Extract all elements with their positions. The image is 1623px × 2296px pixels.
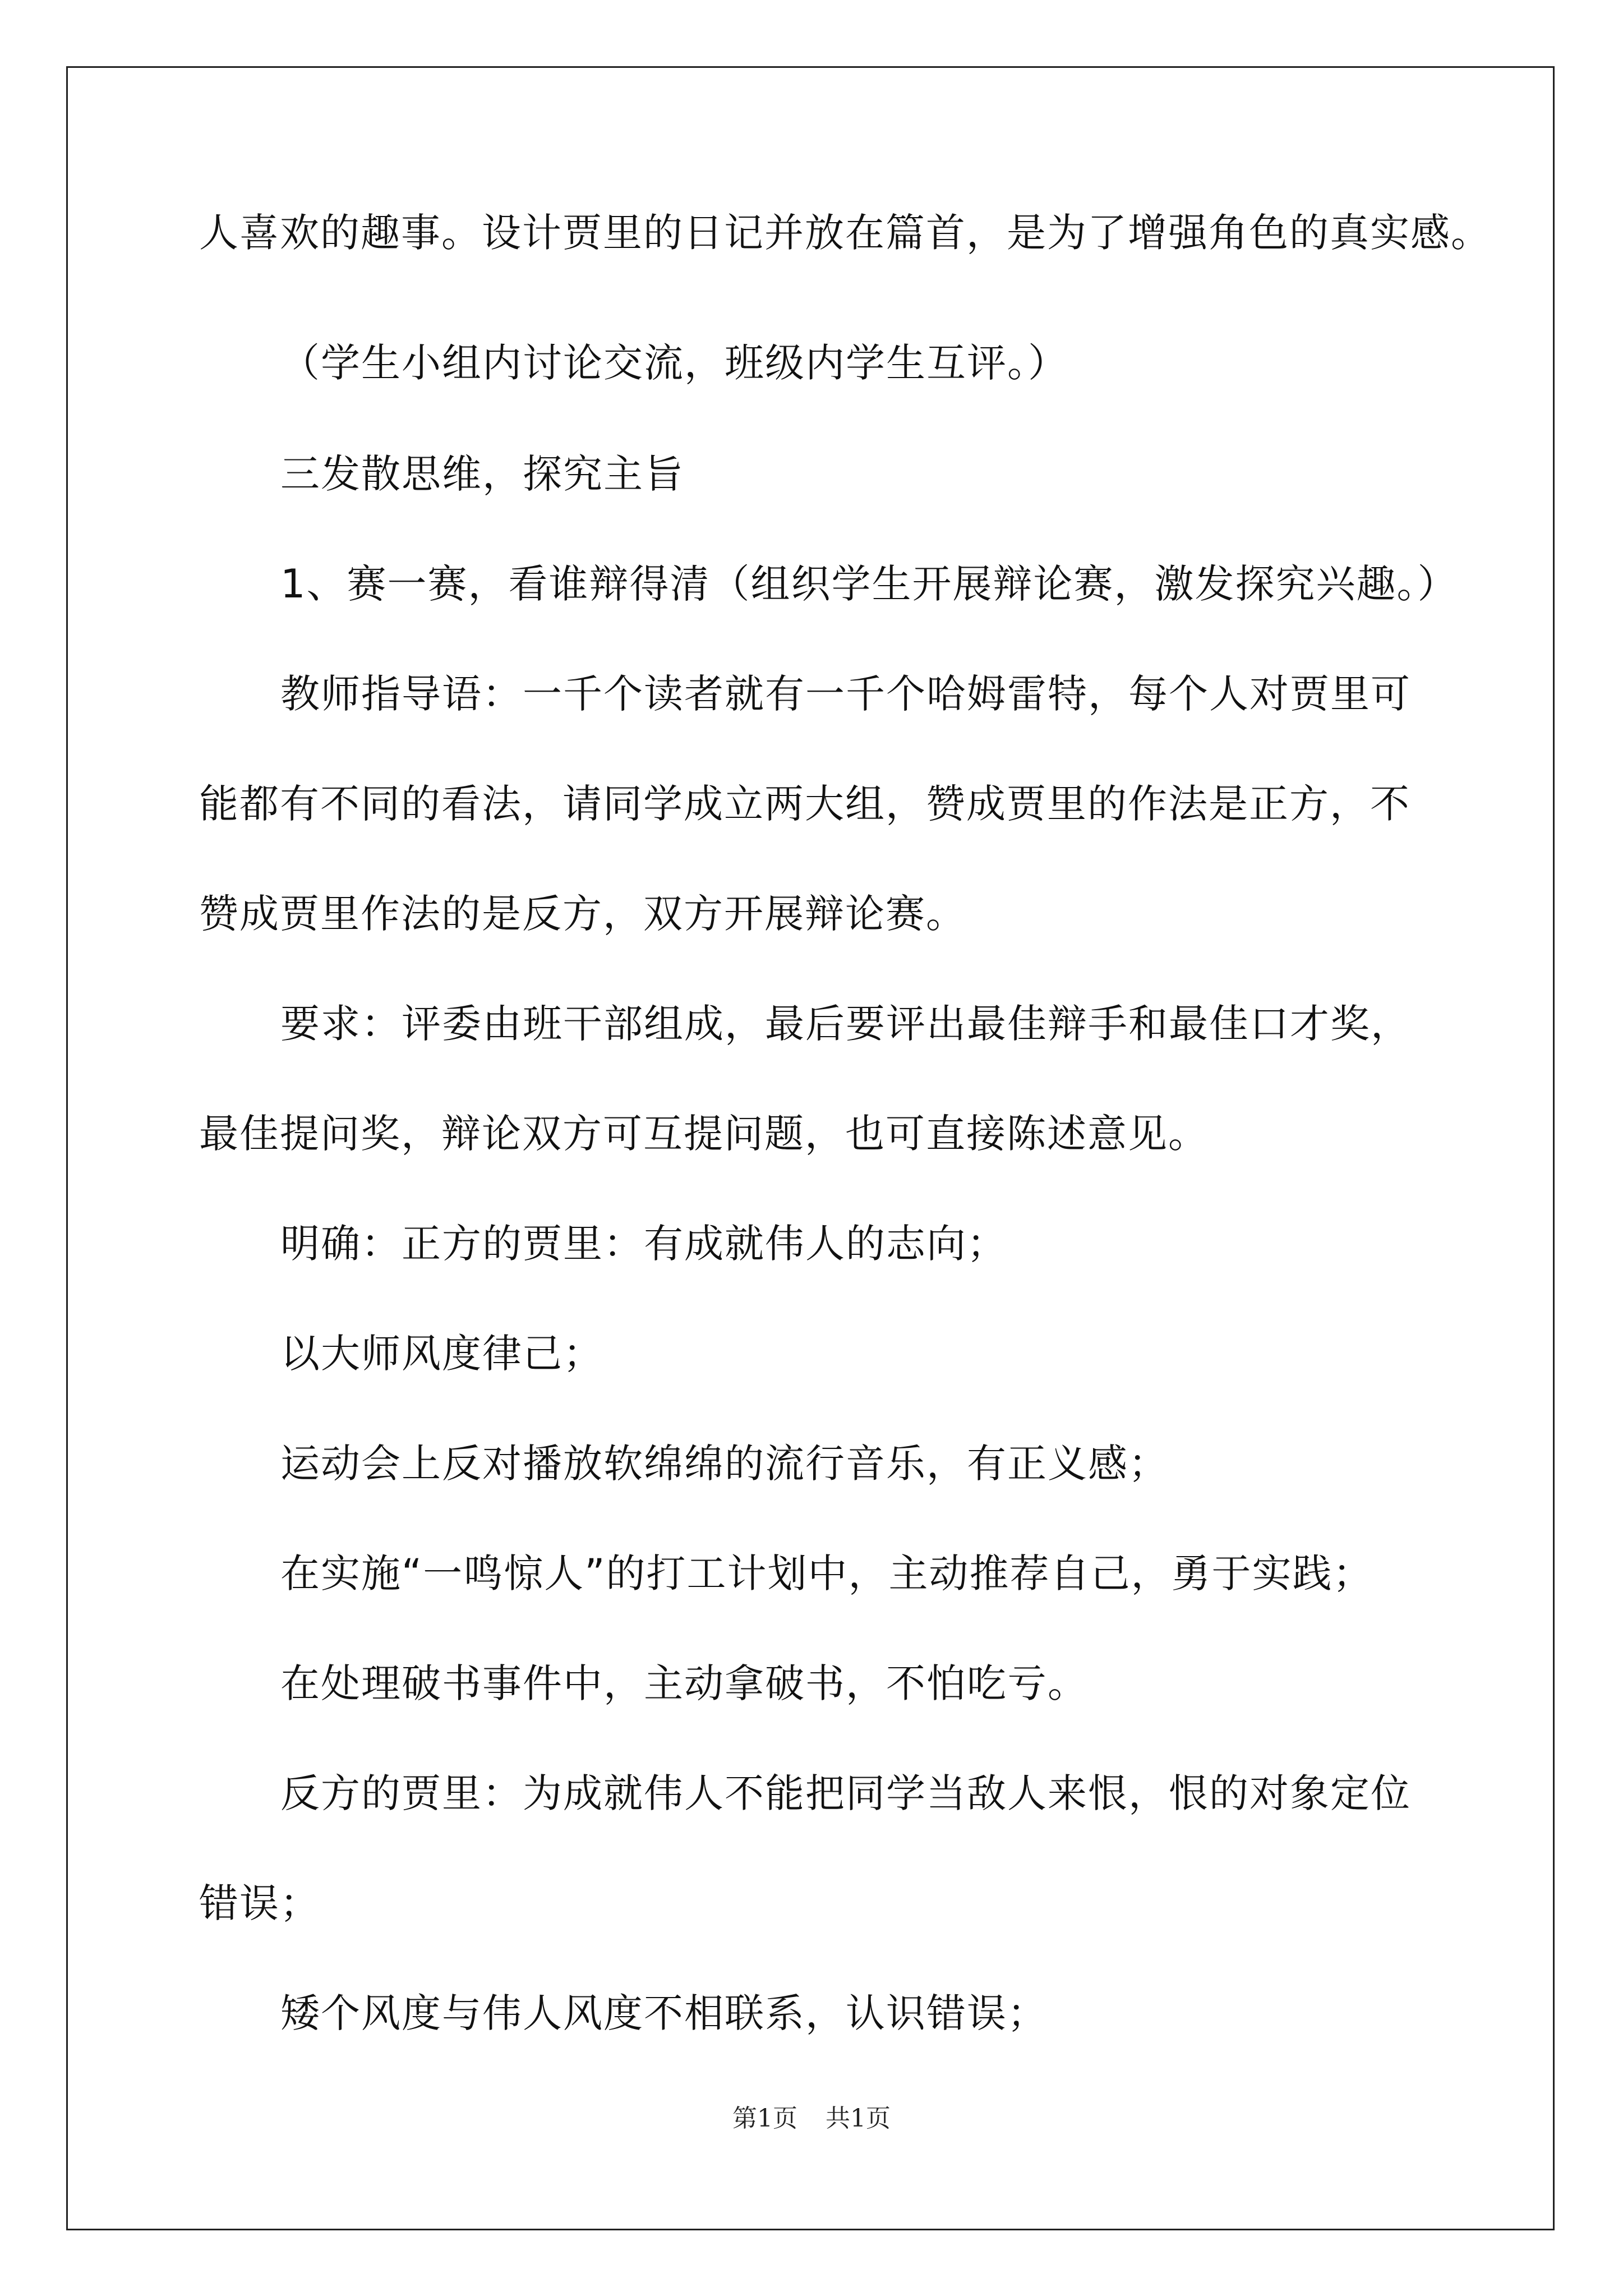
page-total: 共1页 [826,2104,891,2133]
paragraph-line: 教师指导语：一千个读者就有一千个哈姆雷特，每个人对贾里可 [280,671,1411,717]
paragraph-line: 人喜欢的趣事。设计贾里的日记并放在篇首，是为了增强角色的真实感。 [199,210,1491,256]
paragraph-line: 赞成贾里作法的是反方，双方开展辩论赛。 [199,891,966,937]
paragraph-line: 错误； [199,1880,320,1926]
paragraph-line: 在处理破书事件中，主动拿破书，不怕吃亏。 [280,1660,1088,1706]
paragraph-line: 明确：正方的贾里：有成就伟人的志向； [280,1221,1007,1267]
paragraph-line: 反方的贾里：为成就伟人不能把同学当敌人来恨，恨的对象定位 [280,1770,1411,1816]
paragraph-line: 以大师风度律己； [280,1331,603,1377]
page-number: 第1页 [732,2104,797,2133]
page-footer [0,2098,1623,2134]
paragraph-line: 要求：评委由班干部组成，最后要评出最佳辩手和最佳口才奖， [280,1001,1411,1047]
paragraph-line: 矮个风度与伟人风度不相联系，认识错误； [280,1990,1048,2036]
paragraph-line: 在实施“一鸣惊人”的打工计划中，主动推荐自己，勇于实践； [280,1550,1373,1596]
section-heading: 三发散思维，探究主旨 [280,451,684,497]
paragraph-line: （学生小组内讨论交流，班级内学生互评。） [280,340,1068,386]
paragraph-line: 最佳提问奖，辩论双方可互提问题，也可直接陈述意见。 [199,1111,1209,1157]
paragraph-line: 1、赛一赛，看谁辩得清（组织学生开展辩论赛，激发探究兴趣。） [280,561,1458,607]
paragraph-line: 运动会上反对播放软绵绵的流行音乐，有正义感； [280,1441,1169,1487]
paragraph-line: 能都有不同的看法，请同学成立两大组，赞成贾里的作法是正方，不 [199,781,1410,827]
